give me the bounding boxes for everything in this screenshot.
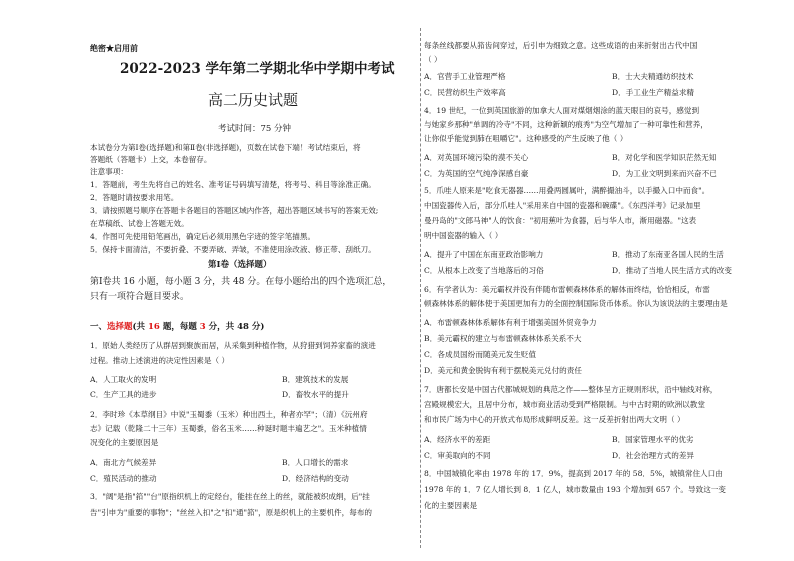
section-count-text: (共 xyxy=(132,322,149,332)
instruction-line: 在草稿纸、试卷上答题无效。 xyxy=(90,219,189,228)
section-heading xyxy=(90,322,264,332)
section-unit: 分，共 48 分) xyxy=(205,322,265,332)
q6-option-a: A．布雷顿森林体系解体有利于增强美国外贸竞争力 xyxy=(424,318,597,327)
section-prefix: 一、 xyxy=(90,322,108,332)
question-3-cont-line: 每条丝线都要从筘齿间穿过，后引申为细致之意。这些成语的由来折射出古代中国 xyxy=(424,41,698,50)
q2-option-c: C．殖民活动的推动 xyxy=(90,474,157,483)
question-7-line: 和市民广场为中心的开放式布局形成鲜明反差。这一反差折射出两大文明（ ） xyxy=(424,415,685,424)
column-divider xyxy=(420,28,421,548)
section-label: 选择题 xyxy=(107,322,133,332)
q4-option-b: B．对化学和医学知识茫然无知 xyxy=(612,153,717,162)
q2-option-a: A．南北方气候差异 xyxy=(90,458,157,467)
q6-option-d: D．美元和黄金脱钩有利于摆脱美元兑付的责任 xyxy=(424,366,582,375)
question-4-line: 让你似乎能觉到肺在咀嚼它"。这种感受的产生反映了他（ ） xyxy=(424,134,628,143)
question-2-line: 2．李时珍《本草纲目》中说"玉蜀黍（玉米）种出西土，种者亦罕"；（清）《沅州府 xyxy=(90,410,368,419)
question-4-line: 4．19 世纪，一位到英国旅游的加拿大人面对煤烟烟涂的蓝天眼目的哀号，感觉到 xyxy=(424,106,700,115)
question-3-cont-line: （ ） xyxy=(424,55,442,64)
instruction-line: 1．答题前，考生先将自己的姓名、准考证号码填写清楚，将考号、科目等涂准正确。 xyxy=(90,180,376,189)
question-6-line: 顿森林体系的解体使于美国更加有力的全面控制国际货币体系。你认为该说法的主要理由是 xyxy=(424,299,728,308)
q1-option-d: D．畜牧水平的提升 xyxy=(282,390,349,399)
question-3-line: 3．"阔"是指"筘""台"原指织机上的定经台，能挂在丝上的丝，就能被织成绢，后"挂 xyxy=(90,492,370,501)
q3-option-d: D．手工业生产精益求精 xyxy=(612,88,695,97)
instruction-line: 5．保持卡面清洁，不要折叠、不要弄破、弄皱，不准使用涂改液、修正带、刮纸刀。 xyxy=(90,245,376,254)
q4-option-a: A．对英国环境污染的漠不关心 xyxy=(424,153,529,162)
q7-option-c: C．审美取向的不同 xyxy=(424,451,491,460)
q1-option-b: B．建筑技术的发展 xyxy=(282,375,349,384)
instruction-line: 3．请按照题号顺序在答题卡各题目的答题区域内作答，超出答题区域书写的答案无效; xyxy=(90,206,379,215)
q5-option-a: A．提升了中国在东南亚政治影响力 xyxy=(424,250,544,259)
question-1-line: 1．原始人类经历了从群居到聚族而居，从采集到种植作物，从狩猎到饲养家畜的演进 xyxy=(90,341,376,350)
section-count: 16 xyxy=(148,322,160,332)
q4-option-c: C．为英国的空气纯净深感自豪 xyxy=(424,169,529,178)
q2-option-b: B．人口增长的需求 xyxy=(282,458,349,467)
question-2-line: 志》记载（乾隆二十三年）玉蜀黍，俗名玉米……种诞时题丰遍艺之"。玉米种植情 xyxy=(90,424,367,433)
exam-title: 2022-2023 学年第二学期北华中学期中考试 xyxy=(120,61,395,77)
q1-option-a: A．人工取火的发明 xyxy=(90,375,157,384)
instruction-line: 本试卷分为第Ⅰ卷(选择题)和第Ⅱ卷(非选择题)，页数在试卷下端！考试结束后，将 xyxy=(90,143,361,152)
q6-option-b: B．美元霸权的建立与布雷顿森林体系关系不大 xyxy=(424,334,582,343)
q5-option-b: B．推动了东南亚各国人民的生活 xyxy=(612,250,724,259)
question-7-line: 7．唐都长安是中国古代都城规划的典范之作——整体呈方正规则形状，沿中轴线对称， xyxy=(424,385,718,394)
question-4-line: 与她家乡那种"单调的冷寺"不同，这种新颖的痕秀"为空气增加了一种可靠性和营养， xyxy=(424,120,708,129)
question-5-line: 明中国瓷器的输入（ ） xyxy=(424,231,503,240)
question-8-line: 化的主要因素是 xyxy=(424,501,478,510)
question-5-line: 5．爪哇人原来是"吃食无器器……用叠两圆属叶，满醉撮油斗，以手撮入口中而食"。 xyxy=(424,186,710,195)
exam-time: 考试时间：75 分钟 xyxy=(218,124,292,134)
q7-option-b: B．国家管理水平的优劣 xyxy=(612,435,694,444)
volume-intro-line: 第Ⅰ卷共 16 小题，每小题 3 分，共 48 分。在每小题给出的四个选项汇总， xyxy=(90,277,392,287)
section-points: 3 xyxy=(199,322,206,332)
question-3-line: 告"引申为"重要的事物"；"丝丝入扣"之"扣"通"筘"，原是织机上的主要机件，每布的 xyxy=(90,508,373,517)
q3-option-b: B．士大夫精通纺织技术 xyxy=(612,72,694,81)
question-7-line: 宫殿规模宏大，且居中分布，城市商业活动受到严格限制。与中古时期的欧洲以教堂 xyxy=(424,400,705,409)
question-5-line: 中国瓷器传入后，部分爪哇人"采用来自中国的瓷器和碗碟"。《东西洋考》记录加里 xyxy=(424,201,701,210)
secret-mark: 绝密★启用前 xyxy=(90,43,138,53)
instruction-line: 2．答题时请按要求用笔。 xyxy=(90,193,179,202)
question-8-line: 8．中国城镇化率由 1978 年的 17．9%，提高到 2017 年的 58．5%，城镇常住人口由 xyxy=(424,469,723,478)
question-8-line: 1978 年的 1．7 亿人增长到 8．1 亿人，城市数量由 193 个增加到 657 个。导致这一变 xyxy=(424,485,726,494)
q5-option-c: C．从根本上改变了当地落后的习俗 xyxy=(424,266,544,275)
instruction-line: 答题纸（答题卡）上交，本卷留存。 xyxy=(90,155,212,164)
q4-option-d: D．为工业文明到来而兴奋不已 xyxy=(612,169,717,178)
q3-option-c: C．民营纺织生产效率高 xyxy=(424,88,506,97)
q7-option-a: A．经济水平的差距 xyxy=(424,435,491,444)
section-mid-text: 题，每题 xyxy=(159,322,200,332)
question-2-line: 况变化的主要原因是 xyxy=(90,438,159,447)
instruction-line: 4．作图可先使用铅笔画出，确定后必须用黑色字迹的签字笔描黑。 xyxy=(90,232,316,241)
question-6-line: 6．有学者认为：美元霸权并没有伴随布雷顿森林体系的解体而终结，恰恰相反，布雷 xyxy=(424,285,710,294)
exam-subtitle: 高二历史试题 xyxy=(208,91,299,109)
volume-heading: 第Ⅰ卷（选择题） xyxy=(208,260,272,270)
q6-option-c: C．各成员国纷而随美元发生贬值 xyxy=(424,350,537,359)
question-5-line: 曼丹岛的"文郎马神"人的饮食："初用蕉叶为食器，后与华人市，渐用磁器。"这表 xyxy=(424,216,697,225)
q3-option-a: A．官营手工业管理严格 xyxy=(424,72,506,81)
instruction-line: 注意事项： xyxy=(90,167,128,176)
question-1-line: 过程。推动上述演进的决定性因素是（ ） xyxy=(90,356,230,365)
q2-option-d: D．经济结构的变动 xyxy=(282,474,349,483)
q1-option-c: C．生产工具的进步 xyxy=(90,390,157,399)
volume-intro-line: 只有一项符合题目要求。 xyxy=(90,292,190,302)
q7-option-d: D．社会治理方式的差异 xyxy=(612,451,695,460)
q5-option-d: D．推动了当地人民生活方式的改变 xyxy=(612,266,732,275)
